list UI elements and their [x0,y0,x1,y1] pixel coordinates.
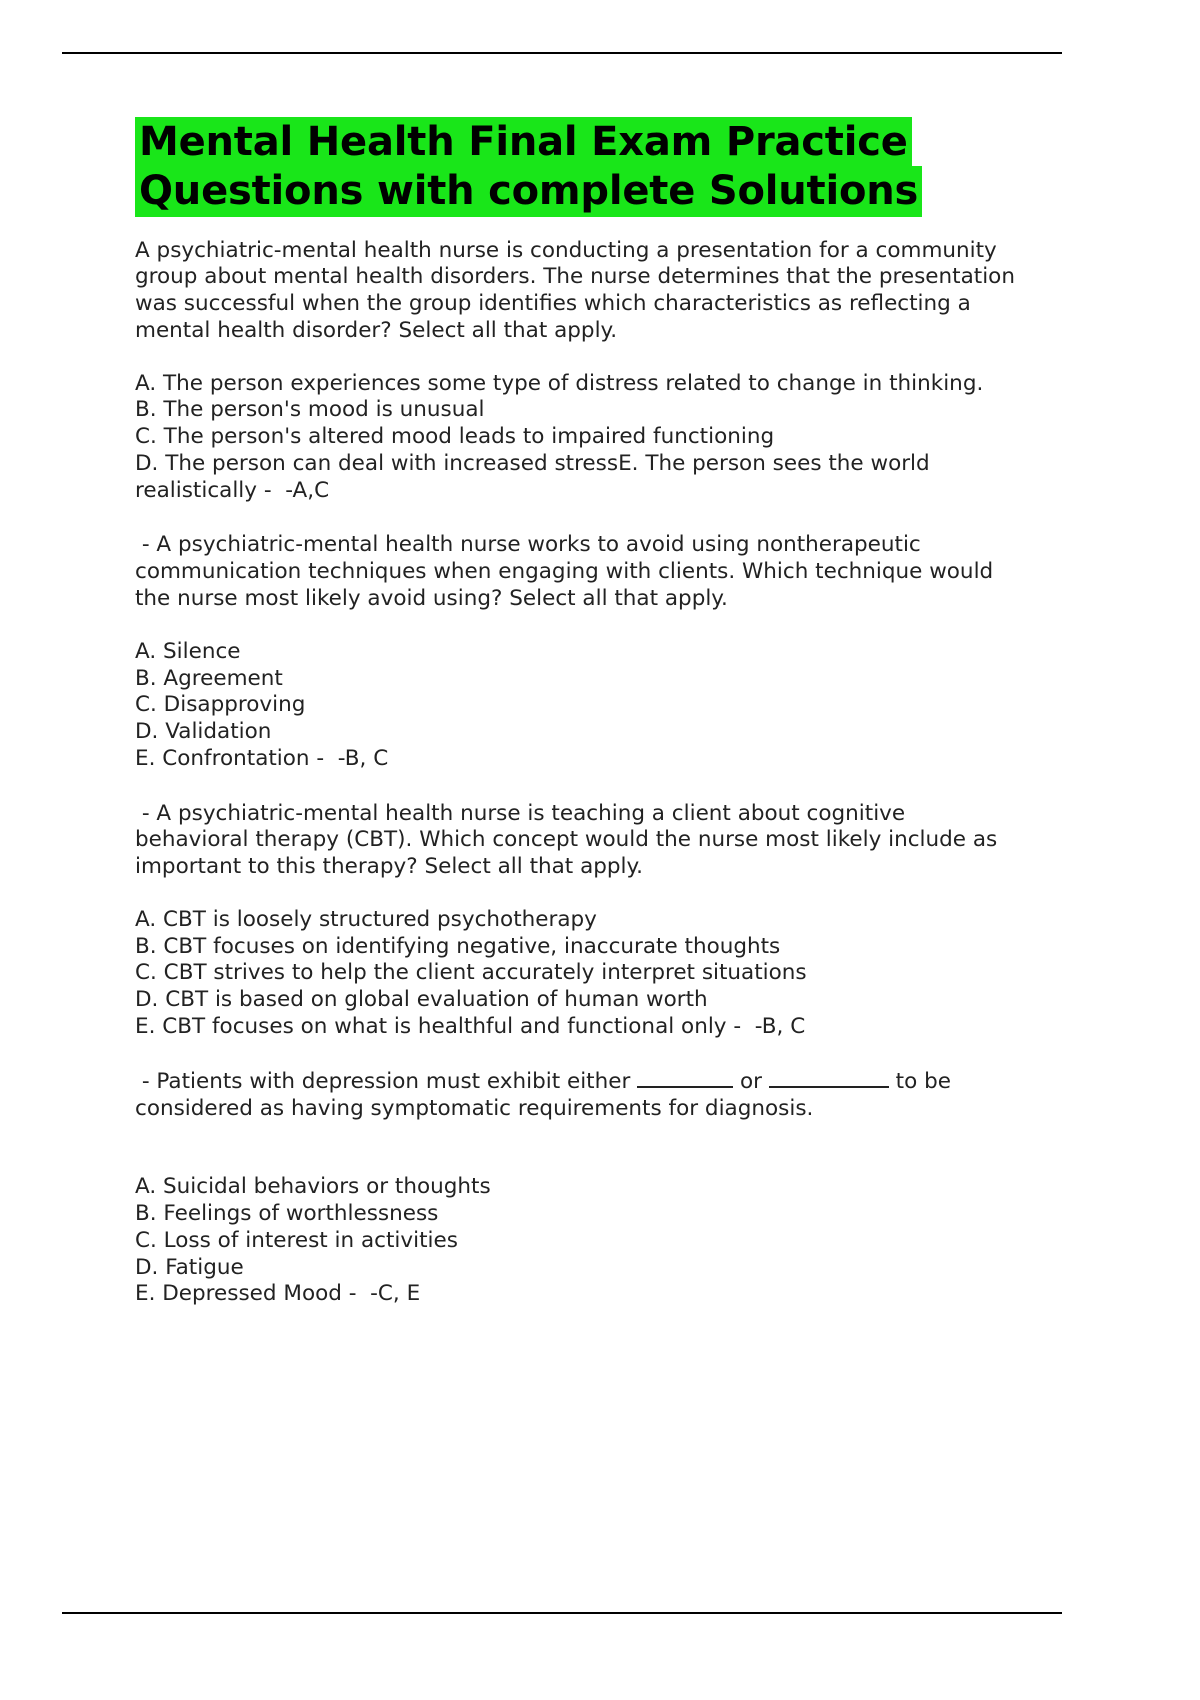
question-stem: A psychiatric-mental health nurse is conducting a presentation for a community group about mental health disorders. The nurse determines that the presentation was successful when the group identifies which characteristics as reflecting a mental health disorder? Select all that apply. [135,237,1022,343]
question-block-3 [135,801,1025,1041]
page-title-highlight: Mental Health Final Exam Practice Questions with complete Solutions [135,117,922,217]
option-item: D. Fatigue [135,1254,244,1280]
option-item: A. Silence [135,638,241,664]
question-stem-part-1: - Patients with depression must exhibit either [135,1068,638,1094]
option-item: A. CBT is loosely structured psychotherapy [135,906,597,932]
option-item: B. CBT focuses on identifying negative, inaccurate thoughts [135,933,781,959]
document-content [135,118,1025,1308]
option-item: C. CBT strives to help the client accurately interpret situations [135,960,807,986]
option-item: D. The person can deal with increased stressE. The person sees the world realistically - -A,C [135,450,937,503]
option-item: C. Disapproving [135,692,306,718]
option-item: C. Loss of interest in activities [135,1227,458,1253]
question-block-2 [135,532,1025,772]
page-title [135,118,1025,216]
question-stem: - A psychiatric-mental health nurse is teaching a client about cognitive behavioral therapy (CBT). Which concept would the nurse most likely include as important to this therapy? Select all that apply. [135,800,1005,880]
question-stem-part-2: or [733,1068,769,1094]
option-item: A. The person experiences some type of distress related to change in thinking. [135,370,984,396]
option-list [135,907,1025,1041]
question-stem [135,1069,1025,1123]
option-item: B. Agreement [135,665,283,691]
spacer [135,773,1025,801]
option-item: E. Depressed Mood - -C, E [135,1281,421,1307]
option-list [135,639,1025,773]
option-item: B. Feelings of worthlessness [135,1201,439,1227]
option-item: A. Suicidal behaviors or thoughts [135,1174,491,1200]
option-item: D. Validation [135,719,272,745]
spacer [135,1041,1025,1069]
option-item: D. CBT is based on global evaluation of human worth [135,987,708,1013]
question-stem-part-3: to be considered as having symptomatic requirements for diagnosis. [135,1068,958,1121]
question-stem: - A psychiatric-mental health nurse works to avoid using nontherapeutic communication techniques when engaging with clients. Which technique would the nurse most likely avoid using? Select all that apply. [135,532,1001,612]
question-block-4 [135,1069,1025,1308]
spacer [135,881,1025,907]
option-item: E. CBT focuses on what is healthful and functional only - -B, C [135,1013,806,1039]
spacer [135,345,1025,371]
spacer [135,613,1025,639]
spacer [135,504,1025,532]
spacer [135,1122,1025,1174]
option-item: E. Confrontation - -B, C [135,745,389,771]
option-item: B. The person's mood is unusual [135,397,485,423]
header-divider [62,52,1062,54]
footer-divider [62,1612,1062,1614]
option-list [135,371,1025,505]
question-block-1 [135,238,1025,505]
option-item: C. The person's altered mood leads to impaired functioning [135,424,775,450]
fill-in-blank-1 [637,1086,733,1088]
option-list [135,1174,1025,1308]
fill-in-blank-2 [769,1086,889,1088]
